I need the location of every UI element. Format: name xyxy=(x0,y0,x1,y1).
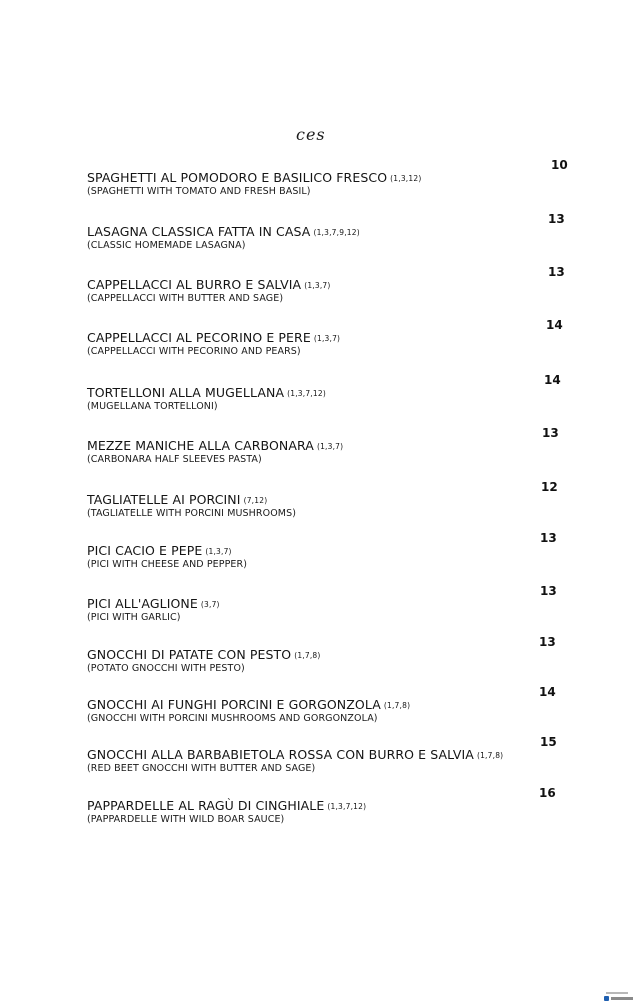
item-translation: (MUGELLANA TORTELLONI) xyxy=(87,401,218,412)
item-price: 14 xyxy=(546,318,563,332)
item-name xyxy=(87,224,360,239)
item-price: 13 xyxy=(539,635,556,649)
item-name-text: LASAGNA CLASSICA FATTA IN CASA xyxy=(87,224,311,239)
menu-item xyxy=(0,635,640,685)
menu-item xyxy=(0,212,640,262)
menu-item xyxy=(0,480,640,530)
item-name xyxy=(87,438,343,453)
scanner-wordmark xyxy=(611,997,633,1000)
item-name-text: CAPPELLACCI AL BURRO E SALVIA xyxy=(87,277,302,292)
item-name-text: GNOCCHI DI PATATE CON PESTO xyxy=(87,647,292,662)
item-name-text: CAPPELLACCI AL PECORINO E PERE xyxy=(87,330,311,345)
item-name xyxy=(87,798,366,813)
page-heading: ces xyxy=(296,125,326,144)
item-name xyxy=(87,647,321,662)
item-price: 16 xyxy=(539,786,556,800)
item-allergens: (1,3,7) xyxy=(205,547,232,556)
item-name xyxy=(87,697,410,712)
item-name-text: PICI CACIO E PEPE xyxy=(87,543,203,558)
scanner-watermark xyxy=(604,992,634,1001)
item-allergens: (1,3,7) xyxy=(316,442,344,451)
item-name xyxy=(87,492,267,507)
item-price: 14 xyxy=(544,373,561,387)
item-allergens: (1,7,8) xyxy=(383,701,411,710)
item-price: 15 xyxy=(540,735,557,749)
item-name-text: TAGLIATELLE AI PORCINI xyxy=(87,492,241,507)
item-translation: (CLASSIC HOMEMADE LASAGNA) xyxy=(87,240,246,251)
item-price: 13 xyxy=(540,531,557,545)
scanner-logo-icon xyxy=(604,996,609,1001)
menu-item xyxy=(0,373,640,423)
item-allergens: (1,3,7,12) xyxy=(327,802,367,811)
item-allergens: (1,3,7,9,12) xyxy=(313,228,360,237)
item-price: 13 xyxy=(540,584,557,598)
item-translation: (PAPPARDELLE WITH WILD BOAR SAUCE) xyxy=(87,814,285,825)
item-price: 13 xyxy=(542,426,559,440)
item-price: 12 xyxy=(541,480,558,494)
item-name-text: PAPPARDELLE AL RAGÙ DI CINGHIALE xyxy=(87,798,325,813)
item-allergens: (1,3,7,12) xyxy=(287,389,326,398)
item-name xyxy=(87,747,503,762)
item-name xyxy=(87,543,232,558)
menu-item xyxy=(0,786,640,836)
menu-item xyxy=(0,265,640,315)
item-allergens: (3,7) xyxy=(200,600,220,609)
item-translation: (PICI WITH CHEESE AND PEPPER) xyxy=(87,559,248,570)
item-translation: (CARBONARA HALF SLEEVES PASTA) xyxy=(87,454,262,465)
item-name-text: TORTELLONI ALLA MUGELLANA xyxy=(87,385,285,400)
item-translation: (RED BEET GNOCCHI WITH BUTTER AND SAGE) xyxy=(87,763,316,774)
item-name-text: SPAGHETTI AL POMODORO E BASILICO FRESCO xyxy=(87,170,388,185)
item-allergens: (1,3,7) xyxy=(304,281,331,290)
item-translation: (SPAGHETTI WITH TOMATO AND FRESH BASIL) xyxy=(87,186,311,197)
item-translation: (TAGLIATELLE WITH PORCINI MUSHROOMS) xyxy=(87,508,297,519)
item-price: 14 xyxy=(539,685,556,699)
item-allergens: (7,12) xyxy=(243,496,268,505)
item-allergens: (1,7,8) xyxy=(476,751,504,760)
menu-item xyxy=(0,735,640,785)
item-name xyxy=(87,596,220,611)
item-price: 10 xyxy=(551,158,568,172)
item-name xyxy=(87,330,340,345)
item-allergens: (1,3,12) xyxy=(390,174,422,183)
item-price: 13 xyxy=(548,212,565,226)
item-name-text: GNOCCHI ALLA BARBABIETOLA ROSSA CON BURRO E SALVIA xyxy=(87,747,474,762)
item-translation: (GNOCCHI WITH PORCINI MUSHROOMS AND GORGONZOLA) xyxy=(87,713,378,724)
item-price: 13 xyxy=(548,265,565,279)
menu-item xyxy=(0,584,640,634)
item-name-text: MEZZE MANICHE ALLA CARBONARA xyxy=(87,438,314,453)
item-name-text: GNOCCHI AI FUNGHI PORCINI E GORGONZOLA xyxy=(87,697,381,712)
item-allergens: (1,7,8) xyxy=(294,651,321,660)
item-translation: (POTATO GNOCCHI WITH PESTO) xyxy=(87,663,245,674)
item-name-text: PICI ALL'AGLIONE xyxy=(87,596,198,611)
menu-item xyxy=(0,426,640,476)
item-allergens: (1,3,7) xyxy=(313,334,341,343)
item-translation: (PICI WITH GARLIC) xyxy=(87,612,181,623)
item-translation: (CAPPELLACCI WITH PECORINO AND PEARS) xyxy=(87,346,301,357)
item-name xyxy=(87,277,331,292)
menu-item xyxy=(0,685,640,735)
scanner-caption xyxy=(606,992,628,994)
item-name xyxy=(87,170,421,185)
menu-item xyxy=(0,531,640,581)
menu-item xyxy=(0,318,640,368)
item-translation: (CAPPELLACCI WITH BUTTER AND SAGE) xyxy=(87,293,284,304)
item-name xyxy=(87,385,326,400)
menu-item xyxy=(0,158,640,208)
